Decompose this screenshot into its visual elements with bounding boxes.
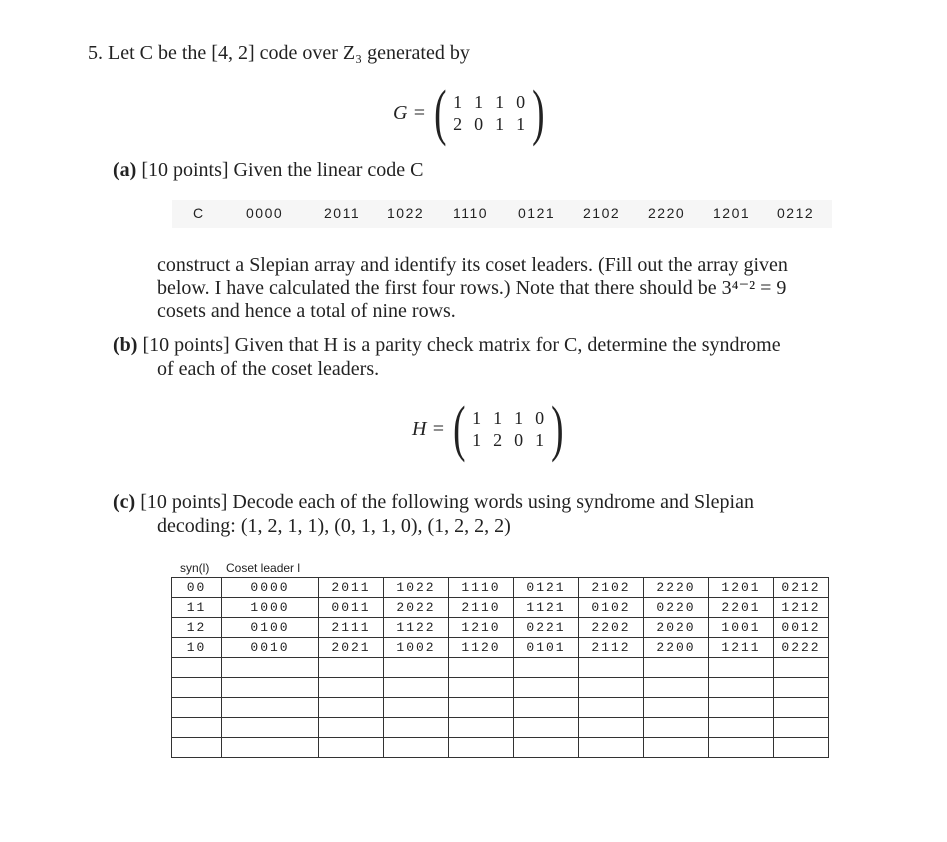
blank-cell[interactable] bbox=[579, 678, 644, 698]
codeword: 2102 bbox=[583, 205, 621, 221]
part-b-points: [10 points] bbox=[142, 334, 230, 356]
blank-cell[interactable] bbox=[774, 698, 829, 718]
coset-entry-cell: 1120 bbox=[449, 638, 514, 658]
coset-entry-cell: 0221 bbox=[514, 618, 579, 638]
coset-entry-cell: 0121 bbox=[514, 578, 579, 598]
coset-leader-cell: 0010 bbox=[222, 638, 319, 658]
codeword: 1201 bbox=[713, 205, 751, 221]
coset-entry-cell: 2112 bbox=[579, 638, 644, 658]
coset-entry-cell: 2020 bbox=[644, 618, 709, 638]
coset-entry-cell: 0012 bbox=[774, 618, 829, 638]
blank-cell[interactable] bbox=[514, 718, 579, 738]
codeword-strip bbox=[172, 200, 832, 228]
blank-cell[interactable] bbox=[222, 698, 319, 718]
blank-cell[interactable] bbox=[319, 698, 384, 718]
part-a-body bbox=[157, 254, 857, 323]
blank-cell[interactable] bbox=[172, 678, 222, 698]
blank-cell[interactable] bbox=[579, 738, 644, 758]
part-a-line-1: construct a Slepian array and identify its coset leaders. (Fill out the array given bbox=[157, 254, 788, 276]
coset-entry-cell: 2111 bbox=[319, 618, 384, 638]
blank-cell[interactable] bbox=[644, 738, 709, 758]
part-b-line-2: of each of the coset leaders. bbox=[157, 358, 380, 380]
blank-table-row bbox=[172, 718, 829, 738]
blank-cell[interactable] bbox=[384, 698, 449, 718]
blank-cell[interactable] bbox=[774, 678, 829, 698]
codeword: 2011 bbox=[324, 205, 361, 221]
coset-entry-cell: 1002 bbox=[384, 638, 449, 658]
coset-entry-cell: 0222 bbox=[774, 638, 829, 658]
blank-cell[interactable] bbox=[449, 678, 514, 698]
part-c-line-1: Decode each of the following words using syndrome and Slepian bbox=[232, 491, 754, 513]
problem-intro: Let C be the [4, 2] code over Z₃ generated by bbox=[108, 42, 470, 64]
table-header-syn: syn(l) bbox=[180, 561, 210, 575]
blank-cell[interactable] bbox=[514, 698, 579, 718]
code-label: C bbox=[193, 205, 204, 221]
g-row-2: 2 0 1 1 bbox=[453, 114, 526, 134]
coset-leader-cell: 1000 bbox=[222, 598, 319, 618]
parity-check-matrix bbox=[412, 395, 567, 463]
coset-entry-cell: 2201 bbox=[709, 598, 774, 618]
right-paren-icon: ) bbox=[550, 395, 564, 463]
codeword: 1022 bbox=[387, 205, 425, 221]
coset-entry-cell: 1210 bbox=[449, 618, 514, 638]
g-label: G = bbox=[393, 101, 426, 124]
blank-cell[interactable] bbox=[384, 738, 449, 758]
blank-cell[interactable] bbox=[579, 658, 644, 678]
blank-cell[interactable] bbox=[172, 698, 222, 718]
blank-cell[interactable] bbox=[644, 718, 709, 738]
blank-table-row bbox=[172, 738, 829, 758]
blank-cell[interactable] bbox=[319, 658, 384, 678]
coset-entry-cell: 1121 bbox=[514, 598, 579, 618]
problem-statement bbox=[88, 42, 470, 65]
codeword: 2220 bbox=[648, 205, 686, 221]
h-row-2: 1 2 0 1 bbox=[472, 430, 545, 450]
coset-entry-cell: 1212 bbox=[774, 598, 829, 618]
blank-cell[interactable] bbox=[449, 718, 514, 738]
coset-leader-cell: 0100 bbox=[222, 618, 319, 638]
blank-cell[interactable] bbox=[172, 738, 222, 758]
coset-entry-cell: 2202 bbox=[579, 618, 644, 638]
table-row bbox=[172, 618, 829, 638]
blank-cell[interactable] bbox=[774, 658, 829, 678]
syndrome-cell: 10 bbox=[172, 638, 222, 658]
part-a-points: [10 points] bbox=[141, 159, 229, 181]
part-c-label: (c) bbox=[113, 491, 136, 513]
blank-cell[interactable] bbox=[514, 678, 579, 698]
table-row bbox=[172, 598, 829, 618]
blank-cell[interactable] bbox=[644, 678, 709, 698]
syndrome-cell: 11 bbox=[172, 598, 222, 618]
blank-cell[interactable] bbox=[384, 658, 449, 678]
codeword: 0121 bbox=[518, 205, 556, 221]
coset-entry-cell: 2200 bbox=[644, 638, 709, 658]
table-row bbox=[172, 578, 829, 598]
coset-leader-cell: 0000 bbox=[222, 578, 319, 598]
coset-entry-cell: 1211 bbox=[709, 638, 774, 658]
coset-entry-cell: 2022 bbox=[384, 598, 449, 618]
blank-cell[interactable] bbox=[709, 658, 774, 678]
part-a-heading-text: Given the linear code C bbox=[233, 159, 424, 181]
blank-cell[interactable] bbox=[449, 738, 514, 758]
coset-entry-cell: 0212 bbox=[774, 578, 829, 598]
blank-cell[interactable] bbox=[579, 718, 644, 738]
coset-entry-cell: 2021 bbox=[319, 638, 384, 658]
blank-cell[interactable] bbox=[514, 738, 579, 758]
blank-cell[interactable] bbox=[449, 658, 514, 678]
coset-entry-cell: 1201 bbox=[709, 578, 774, 598]
part-a-line-2: below. I have calculated the first four rows.) Note that there should be 3⁴⁻² = 9 bbox=[157, 277, 787, 299]
coset-entry-cell: 2102 bbox=[579, 578, 644, 598]
coset-entry-cell: 2011 bbox=[319, 578, 384, 598]
blank-table-row bbox=[172, 658, 829, 678]
blank-cell[interactable] bbox=[172, 718, 222, 738]
slepian-table bbox=[171, 577, 829, 758]
coset-entry-cell: 0220 bbox=[644, 598, 709, 618]
blank-table-row bbox=[172, 698, 829, 718]
part-b-label: (b) bbox=[113, 334, 138, 356]
codeword: 0000 bbox=[246, 205, 284, 221]
part-c-points: [10 points] bbox=[140, 491, 228, 513]
coset-entry-cell: 2110 bbox=[449, 598, 514, 618]
codeword: 1110 bbox=[453, 205, 489, 221]
syndrome-cell: 00 bbox=[172, 578, 222, 598]
blank-cell[interactable] bbox=[172, 658, 222, 678]
blank-cell[interactable] bbox=[222, 738, 319, 758]
h-label: H = bbox=[412, 417, 445, 440]
blank-cell[interactable] bbox=[644, 658, 709, 678]
codeword: 0212 bbox=[777, 205, 815, 221]
part-c-line-2: decoding: (1, 2, 1, 1), (0, 1, 1, 0), (1, 2, 2, 2) bbox=[157, 515, 511, 537]
blank-cell[interactable] bbox=[222, 678, 319, 698]
blank-cell[interactable] bbox=[709, 678, 774, 698]
left-paren-icon: ( bbox=[434, 79, 447, 147]
right-paren-icon: ) bbox=[531, 79, 545, 147]
part-a-label: (a) bbox=[113, 159, 137, 181]
blank-cell[interactable] bbox=[709, 718, 774, 738]
coset-entry-cell: 1110 bbox=[449, 578, 514, 598]
blank-cell[interactable] bbox=[319, 738, 384, 758]
blank-cell[interactable] bbox=[384, 718, 449, 738]
blank-cell[interactable] bbox=[709, 698, 774, 718]
blank-cell[interactable] bbox=[222, 718, 319, 738]
blank-cell[interactable] bbox=[774, 718, 829, 738]
part-c bbox=[113, 490, 754, 538]
coset-entry-cell: 0102 bbox=[579, 598, 644, 618]
coset-entry-cell: 0101 bbox=[514, 638, 579, 658]
part-b-line-1: Given that H is a parity check matrix for C, determine the syndrome bbox=[234, 334, 781, 356]
table-row bbox=[172, 638, 829, 658]
part-a-heading bbox=[113, 159, 423, 182]
blank-cell[interactable] bbox=[319, 718, 384, 738]
blank-cell[interactable] bbox=[644, 698, 709, 718]
coset-entry-cell: 2220 bbox=[644, 578, 709, 598]
blank-cell[interactable] bbox=[579, 698, 644, 718]
h-matrix-body bbox=[470, 407, 547, 451]
blank-cell[interactable] bbox=[319, 678, 384, 698]
table-header-leader: Coset leader l bbox=[226, 561, 301, 575]
coset-entry-cell: 1022 bbox=[384, 578, 449, 598]
part-a-line-3: cosets and hence a total of nine rows. bbox=[157, 300, 456, 322]
left-paren-icon: ( bbox=[453, 395, 466, 463]
syndrome-cell: 12 bbox=[172, 618, 222, 638]
blank-table-row bbox=[172, 678, 829, 698]
blank-cell[interactable] bbox=[774, 738, 829, 758]
coset-entry-cell: 1122 bbox=[384, 618, 449, 638]
part-b bbox=[113, 333, 781, 381]
g-row-1: 1 1 1 0 bbox=[453, 92, 526, 112]
coset-entry-cell: 0011 bbox=[319, 598, 384, 618]
blank-cell[interactable] bbox=[222, 658, 319, 678]
h-row-1: 1 1 1 0 bbox=[472, 408, 545, 428]
blank-cell[interactable] bbox=[384, 678, 449, 698]
generator-matrix bbox=[393, 79, 548, 147]
blank-cell[interactable] bbox=[514, 658, 579, 678]
problem-number: 5. bbox=[88, 42, 103, 64]
g-matrix-body bbox=[451, 91, 528, 135]
blank-cell[interactable] bbox=[449, 698, 514, 718]
slepian-array bbox=[171, 577, 829, 758]
coset-entry-cell: 1001 bbox=[709, 618, 774, 638]
blank-cell[interactable] bbox=[709, 738, 774, 758]
